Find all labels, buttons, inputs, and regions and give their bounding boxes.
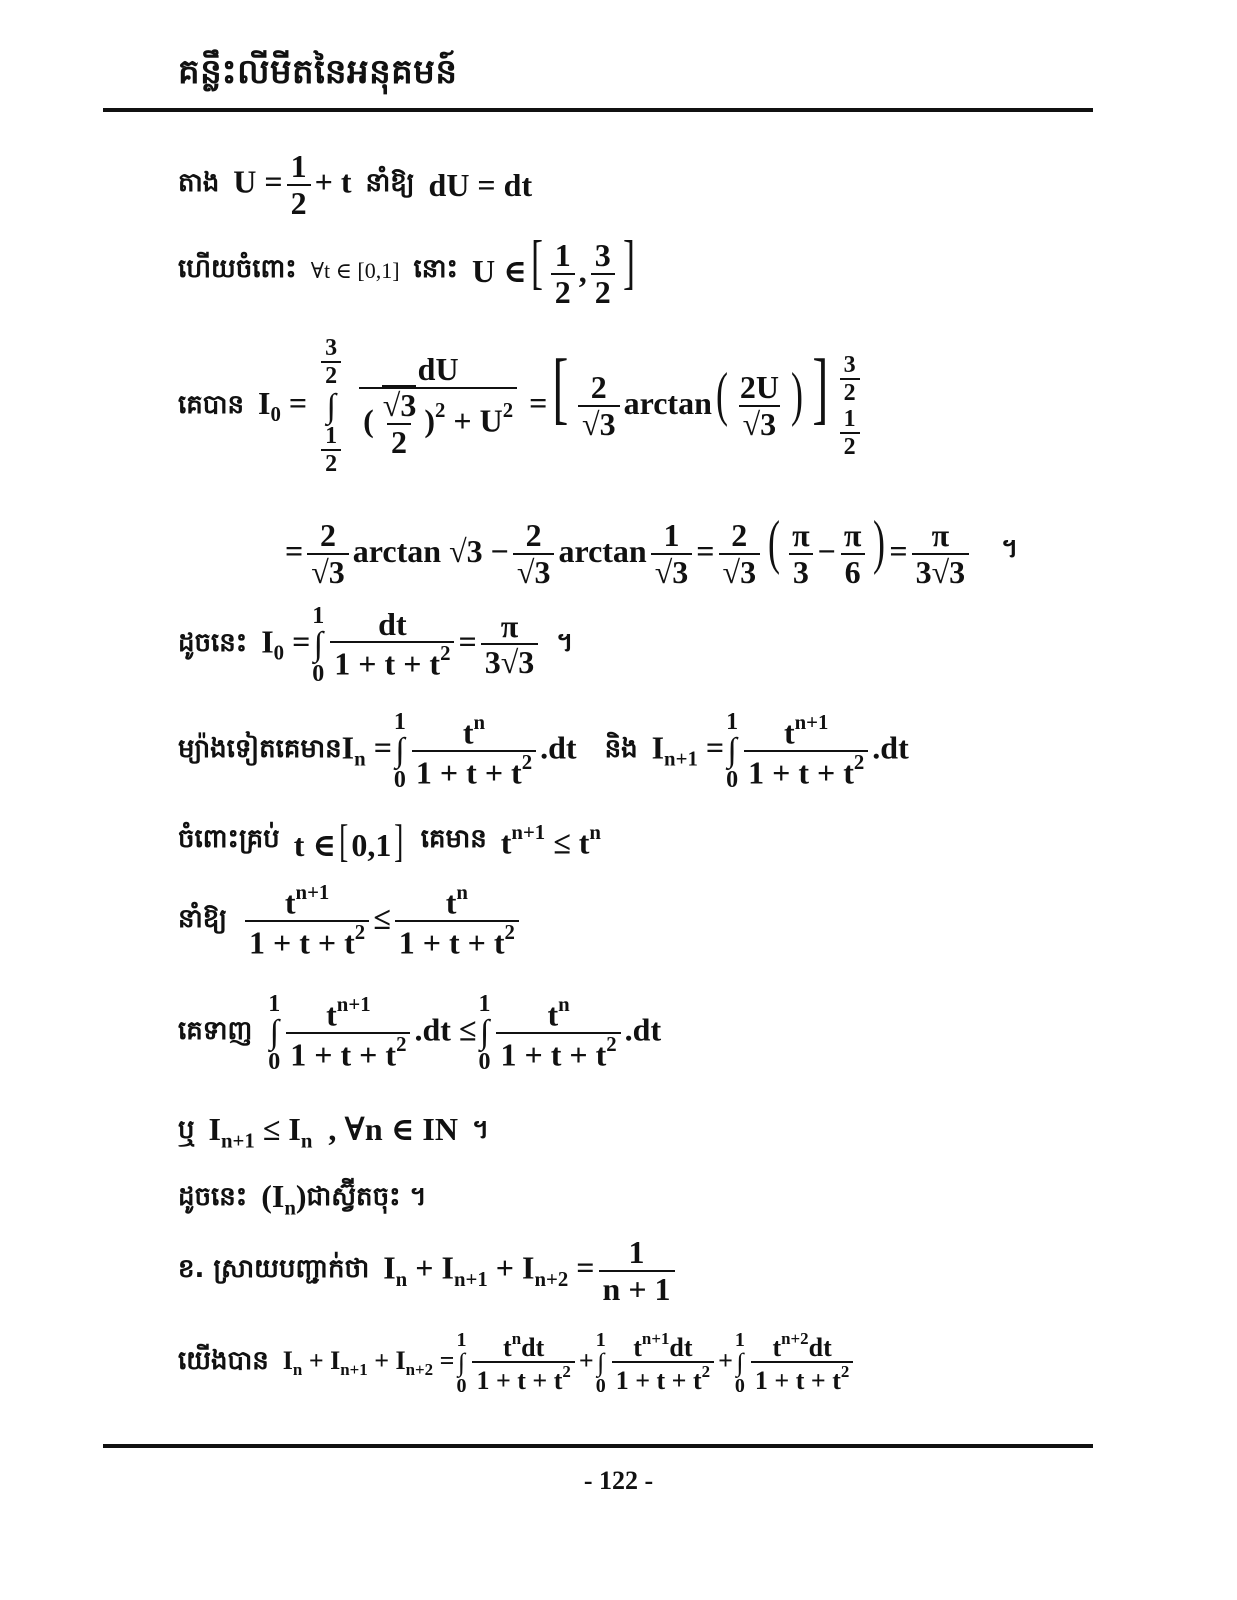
formula-integral-ineq: 1 ∫ 0 $\frac{t^{n+1}}{1 + t + t^2}$ .dt ≤ 1 ∫ 0 $\frac{t^n}{1 + t + t^2}$ .dt [268,991,662,1075]
text-we-get: គេបាន [178,389,245,420]
text-period: ។ [556,628,574,658]
text-and: និង [604,734,638,764]
formula-du: dU = dt [428,166,533,203]
formula-u-def: U = $\frac{1}{2}$ + t [233,148,352,221]
text-then: នោះ [413,254,458,285]
text-deduce: គេទាញ [178,1016,253,1046]
formula-u-range: U ∈[ $\frac{1}{2}$ , $\frac{3}{2}$ ] [471,229,635,310]
page-number: - 122 - [583,1466,654,1495]
text-implies: នាំឱ្យ [178,904,228,935]
text-therefore: ដូចនេះ [178,628,248,658]
formula-fraction-ineq: $\frac{t^{n+1}}{1 + t + t^2}$ ≤ $\frac{t^n}{1 + t + t^2}$ [241,882,523,961]
page-header-title: គន្លឹះលីមីតនៃអនុគមន៍ [178,52,458,92]
line-inequality-t [178,815,601,866]
formula-sum-identity: $I_n + I_{n+1} + I_{n+2}$ = $\frac{1}{n + 1}$ [383,1236,678,1307]
formula-t-range: ∀t ∈ [0,1] [310,258,400,284]
formula-in-seq: $(I_n)$ [261,1178,307,1220]
text-let: តាង [178,168,220,199]
line-in-decreasing [178,1110,489,1153]
line-in-def [178,710,909,792]
text-for-all: ចំពោះគ្រប់ [178,824,280,854]
line-conclusion [178,1178,427,1220]
text-and-for: ហើយចំពោះ [178,254,297,285]
text-prove-that: ខ. ស្រាយបញ្ជាក់ថា [178,1254,370,1285]
formula-t-interval: t ∈[0,1] [293,815,404,866]
line-part-b [178,1236,679,1307]
line-range [178,229,639,310]
text-on-other-hand: ម្យ៉ាងទៀតគេមាន [178,734,342,764]
text-period: ។ [1001,534,1019,565]
line-arctan-eval [285,509,1019,590]
text-we-have: យើងបាន [178,1346,269,1376]
line-integral-ineq [178,992,661,1074]
formula-sum-integrals: $I_n + I_{n+1} + I_{n+2}$ = 1 ∫ 0 $\frac{t^ndt}{1 + t + t^2}$ + 1 ∫ 0 $\frac{t^{n+1}dt}{1 + t + t^2}$ + 1 ∫ 0 $\frac{t^{n+2}dt}{1 + t + t^2}$ [283,1330,858,1396]
formula-i0-value: $I_0$ = 1 ∫ 0 $\frac{dt}{1 + t + t^2}$ = $\frac{\pi}{3√3}$ [261,604,542,686]
formula-arctan-eval: = $\frac{2}{√3}$ arctan √3 − $\frac{2}{√3}$ arctan $\frac{1}{√3}$ = $\frac{2}{√3}$ ( $\frac{\pi}{3}$ − $\frac{\pi}{6}$ ) = $\frac{\pi}{3√3}$ [285,512,973,590]
text-implies: នាំឱ្យ [365,168,415,199]
header-rule [103,108,1093,112]
text-therefore: ដូចនេះ [178,1182,248,1213]
line-substitution [178,150,532,221]
formula-in: $I_n$ = 1 ∫ 0 $\frac{t^n}{1 + t + t^2}$ .dt [341,709,577,793]
line-i0-result [178,604,573,686]
text-is-decreasing: ជាស្វ៊ីតចុះ ។ [306,1182,427,1213]
footer-rule [103,1444,1093,1448]
text-period: ។ [471,1114,490,1145]
formula-in-plus-1: $I_{n+1}$ = 1 ∫ 0 $\frac{t^{n+1}}{1 + t + t^2}$ .dt [651,709,909,793]
line-sum-integrals [178,1330,857,1396]
text-or: ឬ [178,1114,195,1145]
text-has: គេមាន [420,824,487,854]
formula-tn-ineq: $t^{n+1} \le t^n$ [500,820,601,861]
line-fraction-ineq [178,882,523,961]
formula-in-ineq: $I_{n+1} \le I_n$ , ∀n ∈ IN [208,1111,458,1153]
formula-i0-arctan: $I_0$ = $\frac{3}{2}$ ∫ $\frac{1}{2}$ dU ( $\frac{√3}{2}$ )$^2 + U^2$ =[ $\frac{2}{√3}$ arctan( $\frac{2U}{√3}$ ) ] $\frac{3}{2}$ $\frac{1}{2}$ [258,336,866,477]
line-i0-integral [178,336,866,477]
